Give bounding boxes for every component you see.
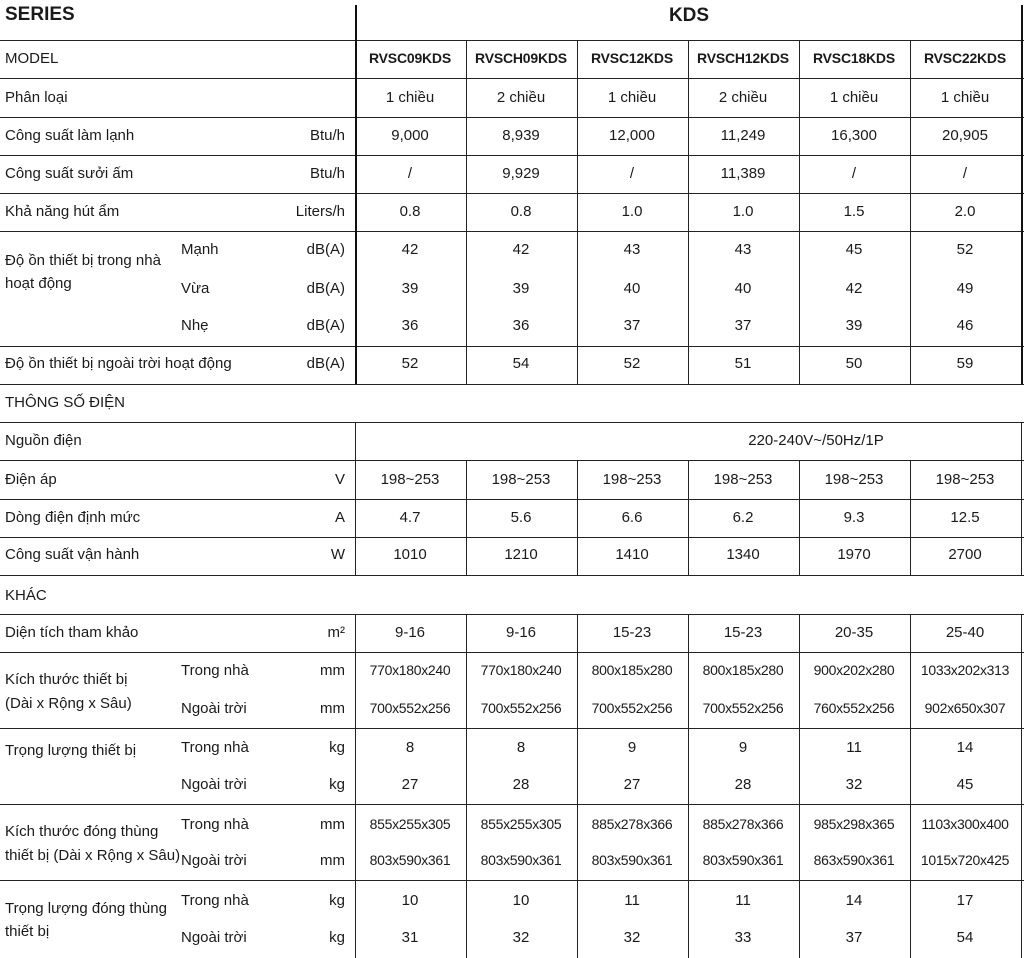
reference-area-value: 15-23 <box>723 624 763 641</box>
voltage-label: Điện áp <box>5 471 57 488</box>
package-dimensions-value: 803x590x361 <box>591 852 673 868</box>
package-weight-label: Trọng lượng đóng thùng <box>5 900 167 917</box>
outdoor-noise-value: 52 <box>623 355 641 372</box>
dehumidify-value: 1.0 <box>732 203 754 220</box>
cooling-capacity-value: 11,249 <box>720 127 766 144</box>
heating-capacity-value: / <box>629 165 635 182</box>
package-dimensions-value: 803x590x361 <box>702 852 784 868</box>
classification-value: 2 chiều <box>718 89 768 106</box>
package-weight-value: 37 <box>845 929 863 946</box>
package-weight-sub: Trong nhà <box>181 892 249 909</box>
column-divider <box>466 614 467 958</box>
package-weight-label-2: thiết bị <box>5 923 50 940</box>
indoor-noise-value: 37 <box>734 317 752 334</box>
outdoor-noise-label: Độ ồn thiết bị ngoài trời hoạt động <box>5 355 232 372</box>
package-dimensions-unit: mm <box>320 852 345 869</box>
package-dimensions-value: 863x590x361 <box>813 852 895 868</box>
indoor-noise-value: 37 <box>623 317 641 334</box>
unit-dimensions-value: 800x185x280 <box>702 662 784 678</box>
unit-weight-value: 28 <box>734 776 752 793</box>
column-divider <box>799 460 800 575</box>
row-divider <box>0 40 1024 41</box>
unit-dimensions-value: 900x202x280 <box>813 662 895 678</box>
package-weight-unit: kg <box>329 929 345 946</box>
package-weight-value: 17 <box>956 892 974 909</box>
indoor-noise-value: 52 <box>956 241 974 258</box>
indoor-noise-unit: dB(A) <box>306 241 345 258</box>
cooling-capacity-value: 20,905 <box>942 127 988 144</box>
unit-weight-value: 9 <box>738 739 748 756</box>
unit-weight-value: 28 <box>512 776 530 793</box>
heating-capacity-value: / <box>962 165 968 182</box>
model-name: RVSC12KDS <box>591 50 673 66</box>
unit-dimensions-value: 800x185x280 <box>591 662 673 678</box>
indoor-noise-value: 42 <box>401 241 419 258</box>
indoor-noise-label: Độ ồn thiết bị trong nhà <box>5 252 161 269</box>
electrical-section-title: THÔNG SỐ ĐIỆN <box>5 394 126 411</box>
unit-dimensions-unit: mm <box>320 700 345 717</box>
outdoor-noise-unit: dB(A) <box>306 355 345 372</box>
voltage-unit: V <box>334 471 345 488</box>
package-dimensions-value: 803x590x361 <box>480 852 562 868</box>
package-weight-sub: Ngoài trời <box>181 929 247 946</box>
classification-value: 1 chiều <box>607 89 657 106</box>
operating-power-value: 1210 <box>504 546 538 563</box>
indoor-noise-value: 39 <box>401 280 419 297</box>
unit-weight-value: 9 <box>627 739 637 756</box>
indoor-noise-value: 36 <box>512 317 530 334</box>
classification-value: 1 chiều <box>829 89 879 106</box>
cooling-capacity-value: 9,000 <box>391 127 429 144</box>
package-weight-value: 32 <box>623 929 641 946</box>
indoor-noise-level: Nhẹ <box>181 317 209 334</box>
unit-dimensions-value: 700x552x256 <box>702 700 784 716</box>
column-divider <box>910 614 911 958</box>
unit-dimensions-sub: Trong nhà <box>181 662 249 679</box>
row-divider <box>0 614 1024 615</box>
operating-power-value: 1340 <box>726 546 760 563</box>
package-dimensions-value: 1103x300x400 <box>921 816 1009 832</box>
package-weight-value: 10 <box>401 892 419 909</box>
rated-current-value: 12.5 <box>950 509 980 526</box>
indoor-noise-value: 43 <box>734 241 752 258</box>
dehumidify-value: 0.8 <box>510 203 532 220</box>
model-name: RVSC22KDS <box>924 50 1006 66</box>
unit-dimensions-value: 902x650x307 <box>924 700 1006 716</box>
column-divider <box>1021 614 1022 958</box>
unit-weight-value: 8 <box>516 739 526 756</box>
unit-dimensions-value: 700x552x256 <box>480 700 562 716</box>
column-divider <box>577 460 578 575</box>
dehumidify-value: 1.0 <box>621 203 643 220</box>
outdoor-noise-value: 51 <box>734 355 752 372</box>
package-weight-value: 31 <box>401 929 419 946</box>
voltage-value: 198~253 <box>380 471 440 488</box>
row-divider <box>0 193 1024 194</box>
operating-power-value: 2700 <box>948 546 982 563</box>
outdoor-noise-value: 52 <box>401 355 419 372</box>
reference-area-value: 20-35 <box>834 624 874 641</box>
series-name: KDS <box>668 5 710 26</box>
unit-dimensions-value: 700x552x256 <box>591 700 673 716</box>
column-divider <box>355 5 357 384</box>
row-divider <box>0 728 1024 729</box>
package-dimensions-sub: Ngoài trời <box>181 852 247 869</box>
dehumidify-value: 2.0 <box>954 203 976 220</box>
rated-current-label: Dòng điện định mức <box>5 509 141 526</box>
reference-area-value: 9-16 <box>505 624 537 641</box>
dehumidify-label: Khả năng hút ẩm <box>5 203 120 220</box>
cooling-capacity-value: 16,300 <box>831 127 877 144</box>
row-divider <box>0 231 1024 232</box>
row-divider <box>0 117 1024 118</box>
reference-area-value: 25-40 <box>945 624 985 641</box>
unit-dimensions-value: 760x552x256 <box>813 700 895 716</box>
rated-current-unit: A <box>334 509 345 526</box>
heating-capacity-value: / <box>851 165 857 182</box>
row-divider <box>0 652 1024 653</box>
package-dimensions-value: 855x255x305 <box>369 816 451 832</box>
rated-current-value: 4.7 <box>399 509 421 526</box>
indoor-noise-value: 36 <box>401 317 419 334</box>
indoor-noise-label-2: hoạt động <box>5 275 72 292</box>
column-divider <box>466 40 467 384</box>
unit-dimensions-sub: Ngoài trời <box>181 700 247 717</box>
voltage-value: 198~253 <box>602 471 662 488</box>
indoor-noise-value: 42 <box>845 280 863 297</box>
row-divider <box>0 537 1024 538</box>
indoor-noise-value: 43 <box>623 241 641 258</box>
indoor-noise-value: 49 <box>956 280 974 297</box>
operating-power-value: 1970 <box>837 546 871 563</box>
package-dimensions-value: 803x590x361 <box>369 852 451 868</box>
unit-weight-value: 14 <box>956 739 974 756</box>
reference-area-label: Diện tích tham khảo <box>5 624 139 641</box>
package-dimensions-label-2: thiết bị (Dài x Rộng x Sâu) <box>5 847 181 864</box>
column-divider <box>688 614 689 958</box>
row-divider <box>0 384 1024 385</box>
model-label: MODEL <box>5 50 59 67</box>
indoor-noise-value: 39 <box>845 317 863 334</box>
package-dimensions-value: 855x255x305 <box>480 816 562 832</box>
package-weight-value: 33 <box>734 929 752 946</box>
operating-power-value: 1010 <box>393 546 427 563</box>
rated-current-value: 6.6 <box>621 509 643 526</box>
indoor-noise-value: 45 <box>845 241 863 258</box>
dehumidify-unit: Liters/h <box>295 203 345 220</box>
package-dimensions-value: 885x278x366 <box>591 816 673 832</box>
row-divider <box>0 460 1024 461</box>
row-divider <box>0 880 1024 881</box>
model-name: RVSCH09KDS <box>475 50 567 66</box>
column-divider <box>910 40 911 384</box>
voltage-value: 198~253 <box>713 471 773 488</box>
package-dimensions-unit: mm <box>320 816 345 833</box>
indoor-noise-value: 46 <box>956 317 974 334</box>
row-divider <box>0 346 1024 347</box>
package-dimensions-value: 985x298x365 <box>813 816 895 832</box>
power-source-value: 220-240V~/50Hz/1P <box>748 432 884 449</box>
column-divider <box>355 614 356 958</box>
row-divider <box>0 575 1024 576</box>
unit-weight-unit: kg <box>329 776 345 793</box>
heating-capacity-label: Công suất sưởi ấm <box>5 165 134 182</box>
power-source-label: Nguồn điện <box>5 432 82 449</box>
column-divider <box>577 614 578 958</box>
reference-area-unit: m² <box>327 624 345 641</box>
indoor-noise-level: Vừa <box>181 280 210 297</box>
unit-dimensions-label-2: (Dài x Rộng x Sâu) <box>5 695 132 712</box>
unit-dimensions-unit: mm <box>320 662 345 679</box>
voltage-value: 198~253 <box>935 471 995 488</box>
row-divider <box>0 499 1024 500</box>
column-divider <box>799 614 800 958</box>
unit-weight-value: 8 <box>405 739 415 756</box>
column-divider <box>910 460 911 575</box>
indoor-noise-value: 42 <box>512 241 530 258</box>
row-divider <box>0 422 1024 423</box>
series-label: SERIES <box>5 4 75 25</box>
package-weight-value: 10 <box>512 892 530 909</box>
unit-weight-value: 27 <box>623 776 641 793</box>
operating-power-value: 1410 <box>615 546 649 563</box>
rated-current-value: 6.2 <box>732 509 754 526</box>
unit-weight-value: 11 <box>846 739 862 756</box>
package-dimensions-value: 1015x720x425 <box>920 852 1010 868</box>
operating-power-label: Công suất vận hành <box>5 546 140 563</box>
voltage-value: 198~253 <box>824 471 884 488</box>
package-dimensions-label: Kích thước đóng thùng <box>5 823 159 840</box>
column-divider <box>1021 5 1023 384</box>
reference-area-value: 9-16 <box>394 624 426 641</box>
voltage-value: 198~253 <box>491 471 551 488</box>
cooling-capacity-value: 12,000 <box>609 127 655 144</box>
unit-weight-sub: Trong nhà <box>181 739 249 756</box>
unit-weight-value: 45 <box>956 776 974 793</box>
indoor-noise-value: 40 <box>734 280 752 297</box>
indoor-noise-unit: dB(A) <box>306 280 345 297</box>
dehumidify-value: 0.8 <box>399 203 421 220</box>
row-divider <box>0 804 1024 805</box>
classification-value: 1 chiều <box>940 89 990 106</box>
heating-capacity-value: 11,389 <box>720 165 766 182</box>
reference-area-value: 15-23 <box>612 624 652 641</box>
package-weight-value: 11 <box>735 892 751 909</box>
package-dimensions-value: 885x278x366 <box>702 816 784 832</box>
rated-current-value: 5.6 <box>510 509 532 526</box>
indoor-noise-value: 39 <box>512 280 530 297</box>
unit-dimensions-value: 770x180x240 <box>480 662 562 678</box>
column-divider <box>799 40 800 384</box>
column-divider <box>688 40 689 384</box>
heating-capacity-value: 9,929 <box>502 165 540 182</box>
cooling-capacity-unit: Btu/h <box>309 127 345 144</box>
package-weight-unit: kg <box>329 892 345 909</box>
package-dimensions-sub: Trong nhà <box>181 816 249 833</box>
model-name: RVSC18KDS <box>813 50 895 66</box>
unit-weight-value: 27 <box>401 776 419 793</box>
model-name: RVSC09KDS <box>369 50 451 66</box>
row-divider <box>0 78 1024 79</box>
column-divider <box>1021 422 1022 575</box>
column-divider <box>577 40 578 384</box>
package-weight-value: 54 <box>956 929 974 946</box>
outdoor-noise-value: 59 <box>956 355 974 372</box>
unit-dimensions-value: 700x552x256 <box>369 700 451 716</box>
package-weight-value: 11 <box>624 892 640 909</box>
dehumidify-value: 1.5 <box>843 203 865 220</box>
package-weight-value: 14 <box>845 892 863 909</box>
rated-current-value: 9.3 <box>843 509 865 526</box>
outdoor-noise-value: 50 <box>845 355 863 372</box>
cooling-capacity-label: Công suất làm lạnh <box>5 127 135 144</box>
unit-dimensions-label: Kích thước thiết bị <box>5 671 128 688</box>
classification-value: 2 chiều <box>496 89 546 106</box>
column-divider <box>688 460 689 575</box>
column-divider <box>466 460 467 575</box>
cooling-capacity-value: 8,939 <box>502 127 540 144</box>
model-name: RVSCH12KDS <box>697 50 789 66</box>
unit-weight-value: 32 <box>845 776 863 793</box>
unit-dimensions-value: 770x180x240 <box>369 662 451 678</box>
heating-capacity-value: / <box>407 165 413 182</box>
column-divider <box>355 422 356 575</box>
unit-weight-label: Trọng lượng thiết bị <box>5 742 137 759</box>
outdoor-noise-value: 54 <box>512 355 530 372</box>
package-weight-value: 32 <box>512 929 530 946</box>
classification-label: Phân loại <box>5 89 68 106</box>
classification-value: 1 chiều <box>385 89 435 106</box>
indoor-noise-level: Mạnh <box>181 241 219 258</box>
unit-weight-sub: Ngoài trời <box>181 776 247 793</box>
indoor-noise-unit: dB(A) <box>306 317 345 334</box>
indoor-noise-value: 40 <box>623 280 641 297</box>
operating-power-unit: W <box>330 546 345 563</box>
heating-capacity-unit: Btu/h <box>309 165 345 182</box>
unit-dimensions-value: 1033x202x313 <box>920 662 1010 678</box>
other-section-title: KHÁC <box>5 587 47 604</box>
row-divider <box>0 155 1024 156</box>
unit-weight-unit: kg <box>329 739 345 756</box>
